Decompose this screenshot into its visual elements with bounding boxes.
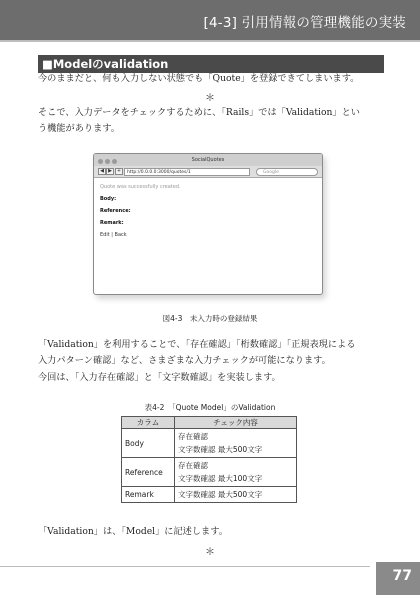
check-item: 文字数確認 最大500文字 — [178, 490, 263, 499]
browser-screenshot — [93, 153, 323, 295]
column-cell: Reference — [122, 458, 175, 487]
column-cell: Body — [122, 429, 175, 458]
paragraph-line: 「Validation」を利用することで、「存在確認」「桁数確認」「正規表現による — [38, 339, 356, 350]
column-header: カラム — [122, 417, 175, 429]
figure-caption: 図4-3 未入力時の登録結果 — [162, 314, 258, 323]
footer-rule — [0, 566, 370, 567]
paragraph-line: 今回は、「入力存在確認」と「文字数確認」を実装します。 — [38, 372, 281, 383]
check-item: 文字数確認 最大500文字 — [178, 445, 263, 454]
body-label: Body: — [100, 196, 117, 202]
close-dot-icon — [98, 159, 103, 164]
checks-cell — [175, 429, 297, 458]
header-band — [0, 0, 420, 40]
chapter-title: [4-3] 引用情報の管理機能の実装 — [203, 15, 406, 31]
paragraph-line: 今のままだと、何も入力しない状態でも「Quote」を登録できてしまいます。 — [38, 73, 360, 84]
table-row — [122, 429, 297, 458]
table-header-row — [122, 417, 297, 429]
table-caption: 表4-2 「Quote Model」のValidation — [144, 403, 276, 412]
header-rule — [0, 40, 420, 42]
separator-star: ＊ — [205, 93, 215, 104]
column-cell: Remark — [122, 487, 175, 503]
url-bar: http://0.0.0.0:3000/quotes/1 — [124, 168, 250, 176]
paragraph-line: そこで、入力データをチェックするために、「Rails」では「Validation」とい — [38, 107, 360, 118]
browser-toolbar — [94, 166, 322, 178]
check-item: 文字数確認 最大100文字 — [178, 474, 263, 483]
notice-message: Quote was successfully created. — [100, 184, 181, 190]
reference-label: Reference: — [100, 208, 131, 214]
window-title: SocialQuotes — [191, 157, 225, 163]
page-number: 77 — [392, 568, 412, 584]
check-item: 存在確認 — [178, 432, 208, 441]
back-arrow-icon: ◀ — [98, 168, 106, 175]
browser-page — [94, 178, 322, 250]
separator-star: ＊ — [205, 547, 215, 558]
remark-label: Remark: — [100, 220, 124, 226]
edit-back-links: Edit | Back — [100, 232, 127, 238]
check-header: チェック内容 — [175, 417, 297, 429]
checks-cell — [175, 458, 297, 487]
minimize-dot-icon — [105, 159, 110, 164]
check-item: 存在確認 — [178, 461, 208, 470]
browser-titlebar — [94, 154, 322, 166]
table-row — [122, 458, 297, 487]
validation-table — [121, 416, 297, 503]
table-row — [122, 487, 297, 503]
paragraph-line: う機能があります。 — [38, 123, 120, 134]
forward-arrow-icon: ▶ — [106, 168, 114, 175]
zoom-dot-icon — [112, 159, 117, 164]
add-tab-icon: + — [116, 168, 122, 174]
paragraph-line: 「Validation」は、「Model」に記述します。 — [38, 526, 228, 537]
section-heading: ■Modelのvalidation — [38, 55, 384, 73]
checks-cell — [175, 487, 297, 503]
search-field: Google — [256, 168, 318, 176]
paragraph-line: 入力パターン確認」など、さまざまな入力チェックが可能になります。 — [38, 355, 331, 366]
